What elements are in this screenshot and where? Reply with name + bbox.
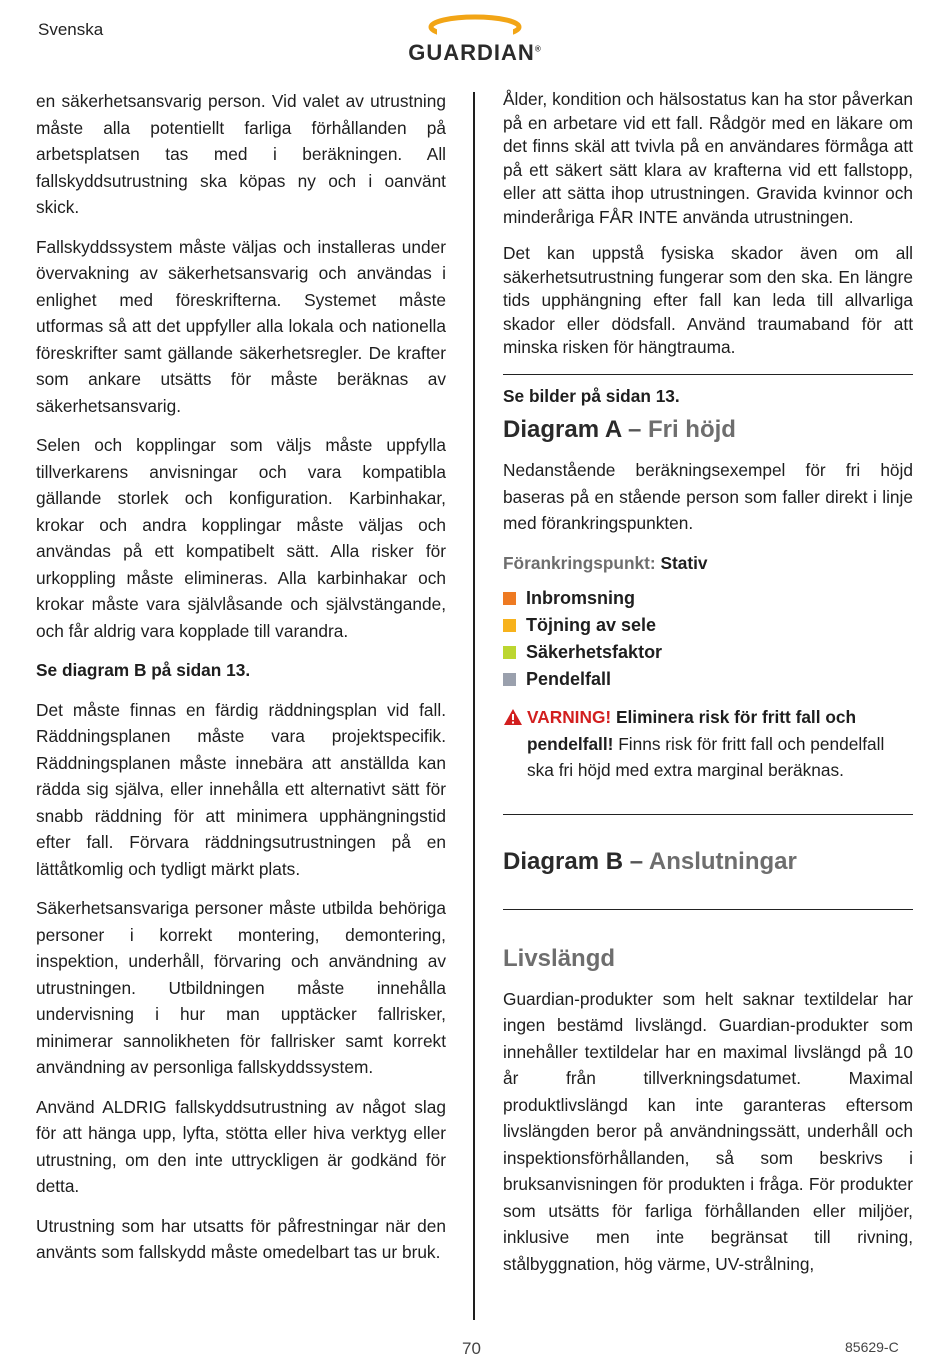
paragraph: Det måste finnas en färdig räddningsplan vid fall. Räddningsplanen måste vara projektspecifik. Räddningsplanen måste innebära att anställda kan rädda sig själva, eller innehålla ett alternativt sätt för snabb räddning för att minimera upphängningstid efter fall. Förvara räddningsutrustningen på en lättåtkomlig och tydligt märkt plats. (36, 699, 446, 879)
paragraph: en säkerhetsansvarig person. Vid valet av utrustning måste alla potentiellt farliga förhållanden på arbetsplatsen tas med i beräkningen. All fallskyddsutrustning ska köpas ny och i oanvänt skick. (36, 91, 446, 217)
legend-swatch (503, 592, 516, 605)
paragraph: Fallskyddssystem måste väljas och installeras under övervakning av säkerhetsansvarig och användas i enlighet med föreskrifterna. Systemet måste utformas så att det uppfyller alla lokala och nationella föreskrifter samt gällande säkerhetsregler. De krafter som ankare utsätts för måste beräknas av säkerhetsansvarig. (36, 236, 446, 416)
paragraph: Använd ALDRIG fallskyddsutrustning av något slag för att hänga upp, lyfta, stötta eller hiva verktyg eller utrustning, om den inte uttryckligen är godkänd för detta. (36, 1096, 446, 1196)
livslangd-heading: Livslängd (503, 944, 616, 972)
section-divider (503, 909, 913, 910)
logo-swoosh-icon (427, 14, 523, 40)
guardian-logo (385, 14, 565, 64)
diagram-a-heading: Diagram A – Fri höjd (503, 416, 736, 443)
left-column (36, 88, 446, 1279)
section-divider (503, 374, 913, 375)
diagram-a-text: Nedanstående beräkningsexempel för fri höjd baseras på en stående person som faller direkt i linje med förankringspunkten. (503, 460, 913, 533)
language-label: Svenska (38, 20, 104, 39)
diagram-legend (503, 588, 913, 690)
page-number: 70 (462, 1339, 481, 1358)
legend-item-pendelfall: Pendelfall (503, 669, 913, 690)
anchor-point: Förankringspunkt: Stativ (503, 552, 708, 573)
right-column (503, 88, 913, 1290)
diagram-b-reference: Se diagram B på sidan 13. (36, 660, 251, 680)
document-code: 85629-C (845, 1339, 899, 1355)
paragraph: Selen och kopplingar som väljs måste uppfylla tillverkarens anvisningar och vara kompatibla gällande storlek och konfiguration. Karbinhakar, krokar och andra kopplingar måste väljas och användas på ett kompatibelt sätt. Alla risker för urkoppling måste elimineras. Alla karbinhakar och krokar måste vara självlåsande och självstängande, och får aldrig vara kopplade till varandra. (36, 435, 446, 641)
paragraph: Utrustning som har utsatts för påfrestningar när den använts som fallskydd måste omedelbart tas ur bruk. (36, 1215, 446, 1262)
see-images-note: Se bilder på sidan 13. (503, 385, 680, 406)
warning-icon (503, 708, 523, 726)
legend-item-inbromsning: Inbromsning (503, 588, 913, 609)
legend-item-sakerhetsfaktor: Säkerhetsfaktor (503, 642, 913, 663)
livslangd-text: Guardian-produkter som helt saknar textildelar har ingen bestämd livslängd. Guardian-produkter som innehåller textildelar har en maximal livslängd på 10 år från tillverkningsdatumet. Maximal produktlivslängd kan inte garanteras eftersom livslängden beror på användningssätt, underhåll och inspektionsförhållanden, så som beskrivs i bruksanvisningen för produkten i fråga. För produkter som utsätts för farliga förhållanden eller miljöer, inklusive men inte begränsat till rivning, stålbyggnation, hög värme, UV-strålning, (503, 988, 913, 1274)
legend-item-tojning: Töjning av sele (503, 615, 913, 636)
legend-swatch (503, 646, 516, 659)
legend-swatch (503, 673, 516, 686)
legend-swatch (503, 619, 516, 632)
paragraph: Ålder, kondition och hälsostatus kan ha stor påverkan på en arbetare vid ett fall. Rådgör med en läkare om det finns skäl att tvivla på en användares förmåga att på ett säkert sätt klara av krafterna vid ett fallstopp, eller att sätta ihop utrustningen. Gravida kvinnor och minderåriga FÅR INTE använda utrustningen. (503, 89, 913, 227)
section-divider (503, 814, 913, 815)
column-divider (473, 92, 475, 1320)
paragraph: Det kan uppstå fysiska skador även om all säkerhetsutrustning fungerar som den ska. En längre tids upphängning efter fall kan leda till allvarliga skador eller dödsfall. Använd traumaband för att minska risken för hängtrauma. (503, 243, 913, 357)
paragraph: Säkerhetsansvariga personer måste utbilda behöriga personer i korrekt montering, demontering, inspektion, underhåll, förvaring och användning av utrustningen. Utbildningen måste innehålla undervisning i hur man upptäcker fallrisker, minimerar sannolikheten för fallrisker samt korrekt användning av personliga fallskyddssystem. (36, 898, 446, 1077)
diagram-b-heading: Diagram B – Anslutningar (503, 847, 797, 875)
warning-box: VARNING! Eliminera risk för fritt fall och pendelfall! Finns risk för fritt fall och pendelfall ska fri höjd med extra marginal beräknas. (503, 704, 913, 784)
brand-wordmark: GUARDIAN® (408, 40, 542, 65)
